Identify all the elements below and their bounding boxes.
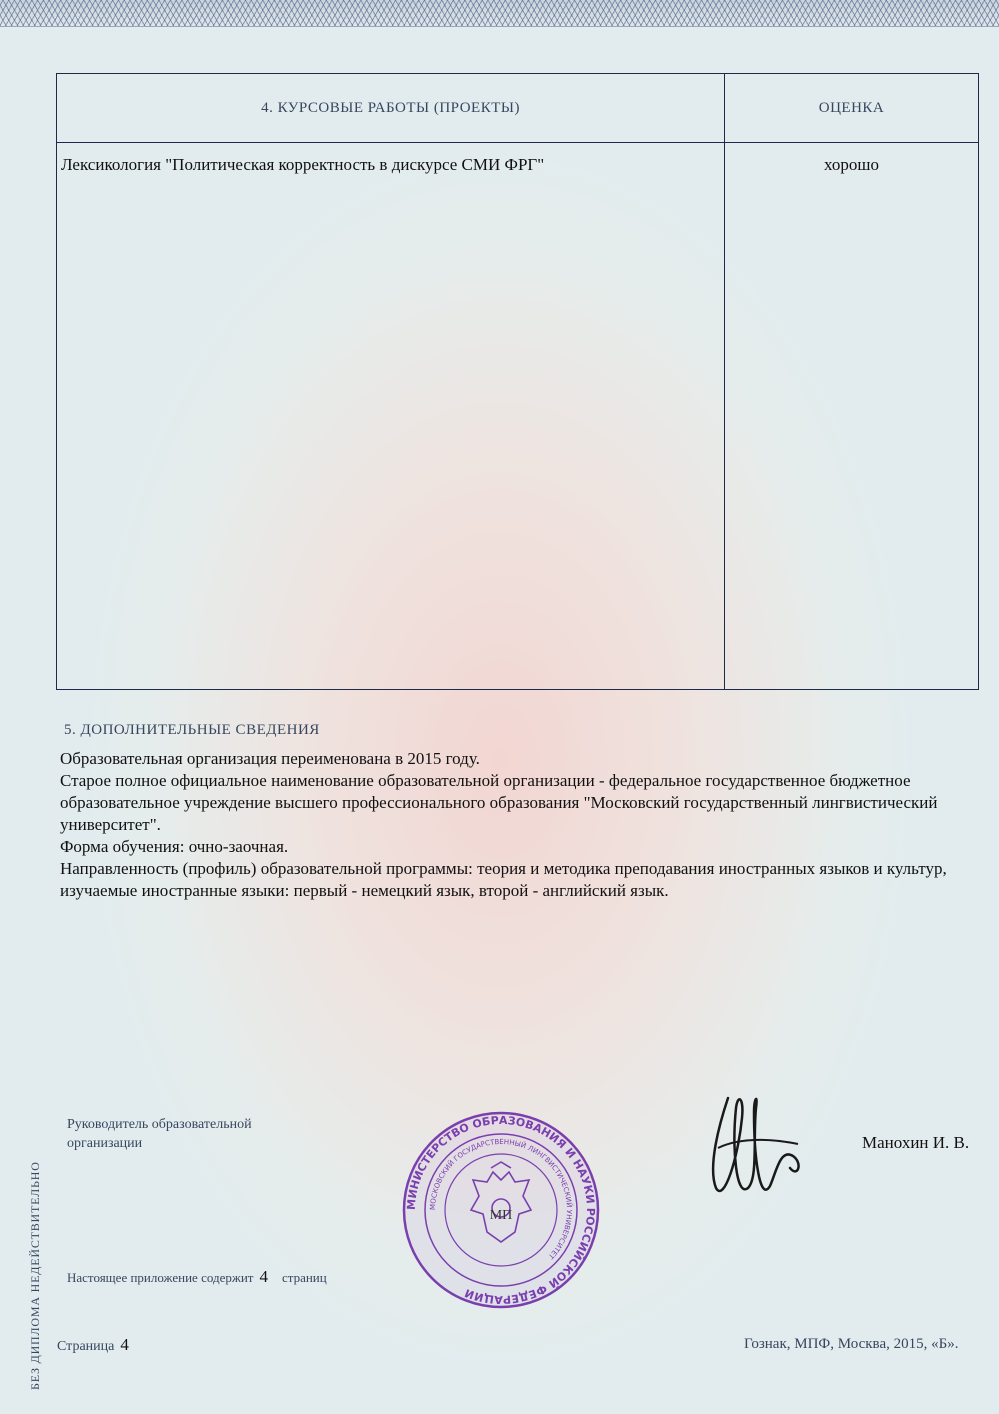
additional-info-heading: 5. ДОПОЛНИТЕЛЬНЫЕ СВЕДЕНИЯ [64,722,320,738]
validity-note: БЕЗ ДИПЛОМА НЕДЕЙСТВИТЕЛЬНО [28,1161,42,1390]
page-number [57,1335,129,1355]
seal-outer-text: МИНИСТЕРСТВО ОБРАЗОВАНИЯ И НАУКИ РОССИЙСКОЙ ФЕДЕРАЦИИ [404,1113,598,1307]
guilloche-border [0,0,999,27]
signatory-label [67,1115,252,1153]
official-seal [401,1110,601,1310]
info-line: Форма обучения: очно-заочная. [60,837,289,856]
signatory-name: Манохин И. В. [862,1133,970,1152]
page-number-value: 4 [120,1335,129,1354]
pages-count-line [67,1267,327,1287]
printer-imprint: Гознак, МПФ, Москва, 2015, «Б». [744,1336,959,1352]
pages-count-suffix: страниц [281,1270,327,1285]
pages-count-prefix: Настоящее приложение содержит [67,1270,254,1285]
page-number-label: Страница [57,1339,115,1354]
info-line: Направленность (профиль) образовательной программы: теория и методика преподавания иностранных языков и культур, изучаемые иностранные языки: первый - немецкий язык, второй - английский язык. [60,859,947,900]
grade-header: ОЦЕНКА [725,74,979,143]
coursework-title: Лексикология "Политическая корректность в дискурсе СМИ ФРГ" [57,143,725,690]
coursework-table [56,73,979,690]
coursework-grade: хорошо [725,143,979,690]
seal-mp-mark: МП [489,1208,513,1223]
signatory-label-line: Руководитель образовательной [67,1117,252,1132]
table-header-row [57,74,979,143]
table-row [57,143,979,690]
signature [698,1068,808,1218]
seal-inner-text: МОСКОВСКИЙ ГОСУДАРСТВЕННЫЙ ЛИНГВИСТИЧЕСКИЙ УНИВЕРСИТЕТ [428,1137,574,1261]
coursework-header: 4. КУРСОВЫЕ РАБОТЫ (ПРОЕКТЫ) [57,74,725,143]
pages-count-value: 4 [259,1267,268,1286]
info-line: Образовательная организация переименована в 2015 году. [60,749,480,768]
signatory-label-line: организации [67,1136,143,1151]
additional-info-text [60,748,995,902]
info-line: Старое полное официальное наименование образовательной организации - федеральное государственное бюджетное образовательное учреждение высшего профессионального образования "Московский государственный лингвистический университет". [60,771,938,834]
